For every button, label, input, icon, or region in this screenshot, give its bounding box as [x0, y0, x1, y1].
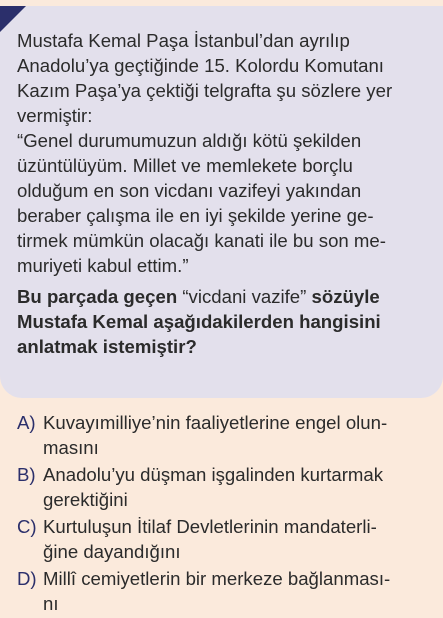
intro-line: vermiştir: [17, 105, 93, 126]
option-text [43, 566, 432, 616]
option-line: Kuvayımilliye’nin faaliyetlerine engel olun- [43, 412, 388, 433]
corner-marker [0, 6, 26, 32]
question-quoted-term: “vicdani vazife” [182, 286, 307, 307]
option-line: gerektiğini [43, 489, 128, 510]
option-text [43, 462, 432, 512]
option-c[interactable] [17, 514, 432, 564]
option-line: nı [43, 593, 59, 614]
option-line: masını [43, 437, 99, 458]
option-line: Millî cemiyetlerin bir merkeze bağlanması- [43, 568, 391, 589]
answer-options [17, 410, 432, 618]
option-letter: D) [17, 568, 37, 589]
option-a[interactable] [17, 410, 432, 460]
option-line: Kurtuluşun İtilaf Devletlerinin mandaterli- [43, 516, 377, 537]
intro-line: Kazım Paşa’ya çektiği telgrafta şu sözlere yer [17, 80, 393, 101]
quote-line: üzüntülüyüm. Millet ve memlekete borçlu [17, 155, 353, 176]
quote-line: beraber çalışma ile en iyi şekilde yerine ge- [17, 205, 374, 226]
quote-line: olduğum en son vicdanı vazifeyi yakından [17, 180, 362, 201]
option-b[interactable] [17, 462, 432, 512]
question-part: Bu parçada geçen [17, 286, 183, 307]
option-line: Anadolu’yu düşman işgalinden kurtarmak [43, 464, 384, 485]
question-part: sözüyle [306, 286, 380, 307]
quote-line: “Genel durumumuzun aldığı kötü şekilden [17, 130, 362, 151]
option-letter: C) [17, 516, 37, 537]
quote-line: muriyeti kabul ettim.” [17, 255, 189, 276]
question-line-1 [17, 284, 433, 309]
option-letter: B) [17, 464, 36, 485]
option-line: ğine dayandığını [43, 541, 181, 562]
question-stem-box [0, 6, 443, 398]
question-prompt [17, 284, 433, 359]
stem-text [17, 28, 433, 278]
option-d[interactable] [17, 566, 432, 616]
intro-line: Mustafa Kemal Paşa İstanbul’dan ayrılıp [17, 30, 350, 51]
option-text [43, 410, 432, 460]
question-line-3: anlatmak istemiştir? [17, 336, 197, 357]
intro-line: Anadolu’ya geçtiğinde 15. Kolordu Komutanı [17, 55, 384, 76]
option-text [43, 514, 432, 564]
quote-line: tirmek mümkün olacağı kanati ile bu son me- [17, 230, 386, 251]
option-letter: A) [17, 412, 36, 433]
question-line-2: Mustafa Kemal aşağıdakilerden hangisini [17, 311, 381, 332]
